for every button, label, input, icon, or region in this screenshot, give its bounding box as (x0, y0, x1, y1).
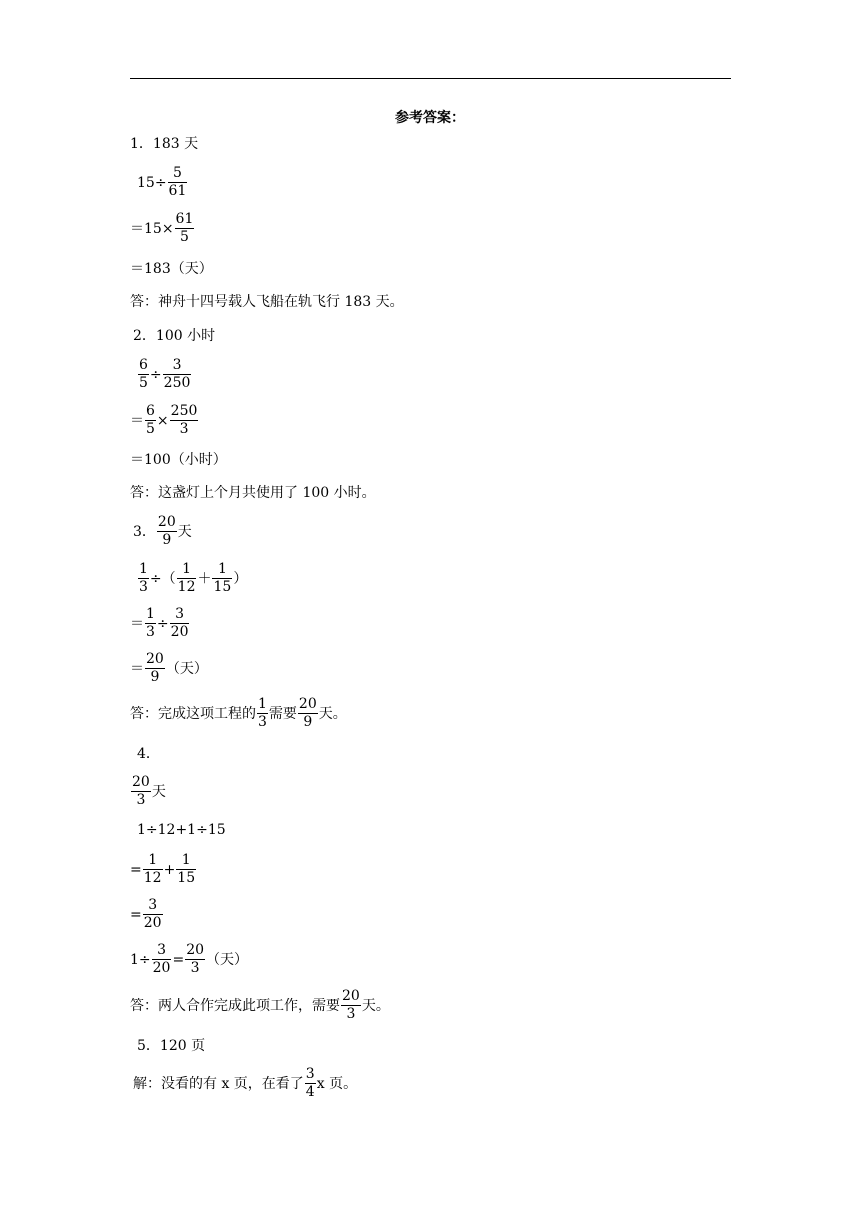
fraction (143, 852, 163, 887)
numerator: 1 (139, 561, 148, 577)
fraction (163, 357, 192, 392)
denominator: 20 (170, 624, 189, 640)
denominator: 3 (185, 959, 205, 977)
fraction (305, 1066, 316, 1101)
q3-step-2 (130, 606, 190, 641)
denominator: 3 (341, 1005, 361, 1023)
denominator: 3 (170, 420, 199, 438)
denominator: 5 (175, 228, 195, 246)
numerator: 3 (305, 1066, 315, 1082)
q1-answer-text: 答：神舟十四号载人飞船在轨飞行 183 天。 (130, 294, 404, 310)
q5-solution (133, 1066, 357, 1101)
q2-heading-text: 2．100 小时 (133, 328, 216, 344)
numerator: 1 (182, 561, 192, 577)
q1-step-3-text: ＝183（天） (130, 261, 213, 277)
q1-heading (130, 135, 198, 153)
operator: = (130, 906, 142, 923)
q4-step-2 (130, 852, 197, 887)
numerator: 20 (146, 651, 164, 667)
operator: = (172, 951, 185, 968)
numerator: 6 (146, 403, 155, 419)
numerator: 250 (170, 403, 198, 419)
numerator: 6 (139, 357, 148, 373)
numerator: 20 (186, 942, 205, 958)
fraction (175, 211, 195, 246)
unit-text: 天 (177, 523, 192, 540)
unit-text: （天） (206, 951, 249, 968)
numerator: 20 (298, 696, 317, 712)
denominator: 5 (146, 421, 155, 437)
fraction (185, 942, 205, 977)
fraction (157, 514, 177, 549)
numerator: 3 (175, 606, 185, 622)
operator: ＝ (130, 615, 144, 632)
operator: ） (233, 570, 248, 587)
denominator: 3 (146, 624, 155, 640)
denominator: 3 (131, 791, 151, 809)
q4-heading-text: 4． (137, 746, 160, 762)
numerator: 3 (172, 357, 182, 373)
q3-answer-text: 需要 (268, 705, 297, 722)
fraction (341, 988, 361, 1023)
q5-heading (137, 1037, 205, 1055)
operator: ÷ (149, 366, 162, 383)
denominator: 15 (213, 579, 232, 595)
fraction (145, 403, 156, 438)
q4-step-3 (130, 897, 164, 932)
q4-result (130, 774, 166, 809)
operator: 1÷ (130, 951, 151, 968)
fraction (177, 561, 197, 596)
q2-step-1 (137, 357, 192, 392)
denominator: 3 (139, 579, 148, 595)
denominator: 4 (305, 1084, 315, 1100)
numerator: 3 (148, 897, 158, 913)
q2-answer (130, 484, 376, 502)
q4-step-4 (130, 942, 248, 977)
numerator: 61 (175, 211, 194, 227)
denominator: 9 (157, 531, 177, 549)
numerator: 5 (173, 165, 182, 181)
fraction (170, 403, 199, 438)
q4-answer (130, 988, 390, 1023)
q3-answer-text: 答：完成这项工程的 (130, 705, 256, 722)
numerator: 20 (342, 988, 360, 1004)
denominator: 9 (145, 668, 165, 686)
denominator: 15 (177, 870, 196, 886)
unit-text: 天 (151, 783, 166, 800)
q1-step-2 (130, 211, 195, 246)
numerator: 1 (181, 852, 191, 868)
operator: + (163, 861, 176, 878)
q5-solution-text: x 页。 (316, 1075, 358, 1092)
denominator: 5 (139, 375, 148, 391)
denominator: 20 (143, 915, 162, 931)
denominator: 20 (152, 960, 171, 976)
fraction (257, 696, 268, 731)
q5-solution-text: 解：没看的有 x 页，在看了 (133, 1075, 304, 1092)
q3-step-1 (137, 561, 247, 596)
q3-answer-text: 天。 (318, 705, 347, 722)
fraction (143, 897, 163, 932)
q2-heading (133, 327, 215, 345)
operator: × (156, 412, 169, 429)
denominator: 12 (177, 579, 196, 595)
q3-step-3 (130, 651, 208, 686)
operator: ÷ (156, 615, 169, 632)
q1-step-1-text: 15÷ (137, 174, 167, 191)
q1-step-3 (130, 260, 213, 278)
header-rule (130, 78, 731, 79)
operator: = (130, 861, 142, 878)
numerator: 1 (146, 606, 155, 622)
denominator: 250 (163, 375, 191, 391)
fraction (145, 606, 156, 641)
fraction (168, 165, 188, 200)
fraction (298, 696, 318, 731)
fraction (152, 942, 172, 977)
q4-heading (137, 745, 160, 763)
fraction (131, 774, 151, 809)
denominator: 12 (143, 870, 162, 886)
numerator: 20 (157, 514, 176, 530)
q5-heading-text: 5．120 页 (137, 1038, 206, 1054)
denominator: 61 (168, 183, 187, 199)
q1-heading-text: 1．183 天 (130, 136, 199, 152)
q4-step-1 (137, 821, 226, 839)
numerator: 1 (217, 561, 227, 577)
fraction (170, 606, 190, 641)
fraction (176, 852, 196, 887)
fraction (138, 561, 149, 596)
fraction (145, 651, 165, 686)
q4-step-1-text: 1÷12+1÷15 (137, 822, 226, 838)
q1-step-1 (137, 165, 188, 200)
denominator: 3 (258, 714, 267, 730)
q1-answer (130, 293, 404, 311)
operator: ＝ (130, 412, 144, 429)
q1-step-2-text: ＝15× (130, 220, 174, 237)
fraction (212, 561, 232, 596)
q2-step-2 (130, 403, 199, 438)
numerator: 3 (157, 942, 167, 958)
unit-text: （天） (165, 660, 208, 677)
q3-answer (130, 696, 347, 731)
denominator: 9 (298, 713, 318, 731)
q2-answer-text: 答：这盏灯上个月共使用了 100 小时。 (130, 485, 376, 501)
q3-heading (133, 514, 192, 549)
q2-step-3 (130, 451, 227, 469)
q4-answer-text: 天。 (361, 997, 390, 1014)
operator: ＋ (197, 570, 212, 587)
numerator: 1 (148, 852, 158, 868)
operator: ＝ (130, 660, 144, 677)
numerator: 1 (258, 696, 267, 712)
page-title: 参考答案： (395, 110, 465, 126)
fraction (138, 357, 149, 392)
q3-heading-num: 3． (133, 523, 156, 540)
numerator: 20 (132, 774, 150, 790)
q4-answer-text: 答：两人合作完成此项工作，需要 (130, 997, 340, 1014)
operator: ÷（ (149, 570, 176, 587)
q2-step-3-text: ＝100（小时） (130, 452, 227, 468)
